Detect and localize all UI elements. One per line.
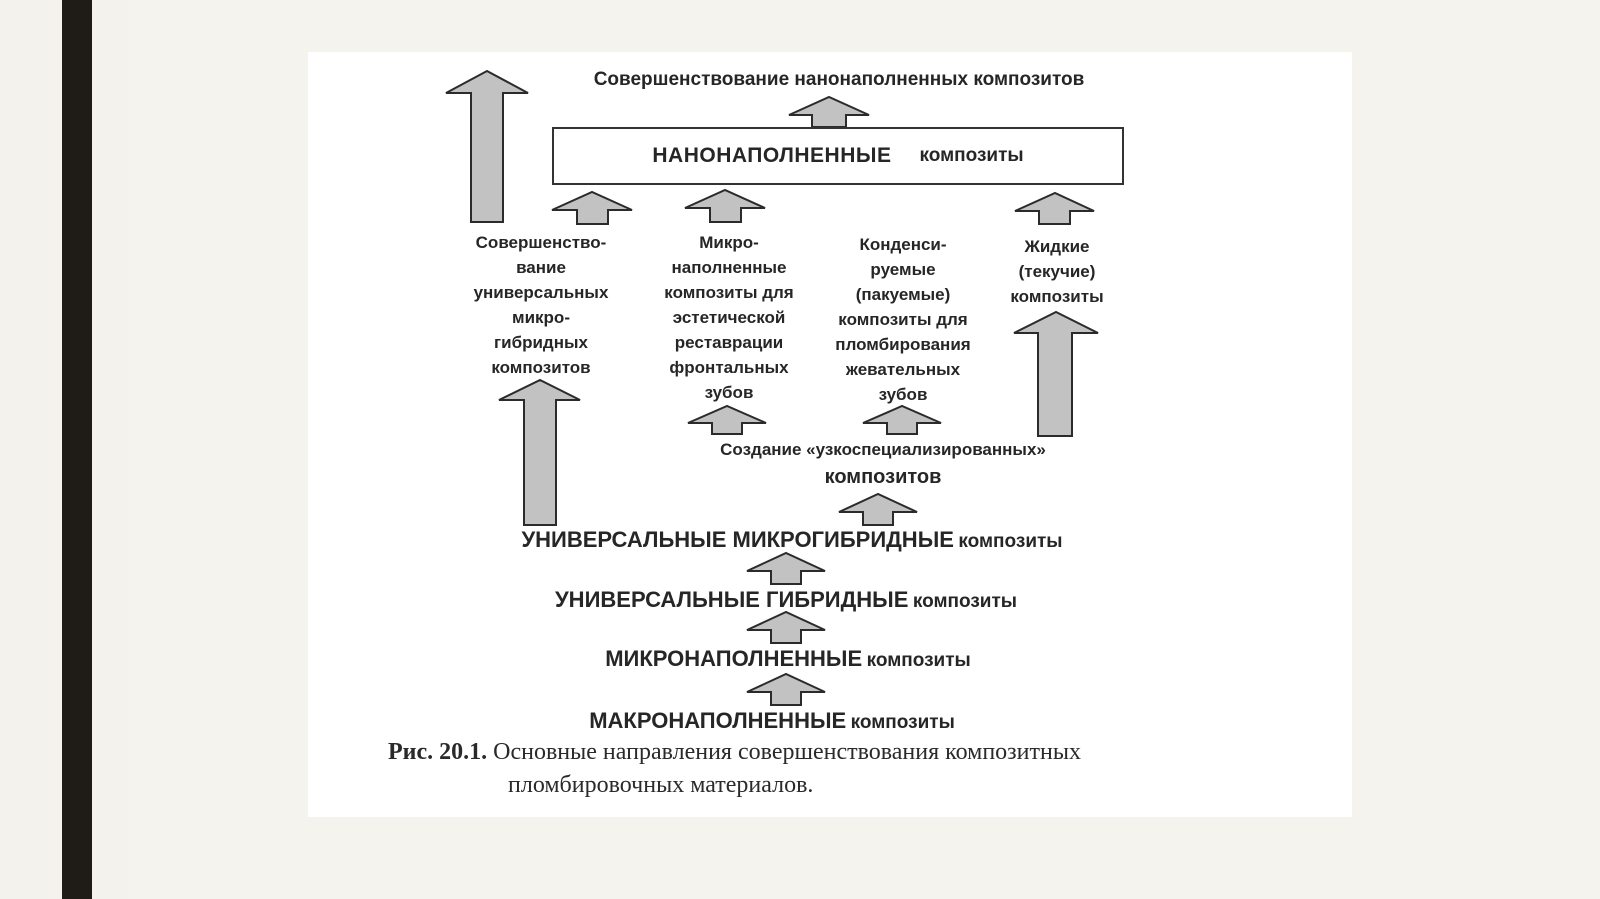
- level-macrofilled: МАКРОНАПОЛНЕННЫЕ композиты: [589, 708, 955, 733]
- arrow-up-icon: [747, 553, 825, 584]
- nano-box-bold: НАНОНАПОЛНЕННЫЕ: [652, 144, 892, 167]
- arrow-up-icon: [789, 97, 869, 127]
- arrow-up-icon: [552, 192, 632, 224]
- arrow-up-icon: [499, 380, 580, 525]
- arrow-up-icon: [1014, 312, 1098, 436]
- nano-box-normal: композиты: [919, 145, 1024, 166]
- arrow-up-icon: [688, 406, 766, 434]
- arrow-up-icon: [446, 71, 528, 222]
- nano-composites-box: [552, 127, 1124, 185]
- branch-liquid-flowable: Жидкие (текучие) композиты: [1010, 237, 1104, 306]
- branch-condensable: Конденси- руемые (пакуемые) композиты для пломбирования жевательных зубов: [835, 235, 971, 404]
- caption-line2: пломбировочных материалов.: [508, 772, 814, 798]
- specialized-composites-label: Создание «узкоспециализированных» композитов: [720, 440, 1046, 488]
- arrow-up-icon: [747, 612, 825, 643]
- arrow-up-icon: [747, 674, 825, 705]
- top-improvement-label: Совершенствование нанонаполненных композитов: [593, 69, 1085, 90]
- level-universal-microhybrid: УНИВЕРСАЛЬНЫЕ МИКРОГИБРИДНЫЕ композиты: [521, 527, 1063, 552]
- caption-line1: Основные направления совершенствования композитных: [493, 739, 1081, 765]
- level-universal-hybrid: УНИВЕРСАЛЬНЫЕ ГИБРИДНЫЕ композиты: [554, 587, 1018, 612]
- branch-microfilled-aesthetic: Микро- наполненные композиты для эстетической реставрации фронтальных зубов: [664, 233, 794, 402]
- figure-caption: [388, 736, 1188, 802]
- branch-microhybrid-improvement: Совершенство- вание универсальных микро- гибридных композитов: [473, 233, 609, 377]
- arrow-up-icon: [685, 190, 765, 222]
- arrow-up-icon: [863, 406, 941, 434]
- level-microfilled: МИКРОНАПОЛНЕННЫЕ композиты: [605, 646, 971, 671]
- arrow-up-icon: [839, 494, 917, 525]
- caption-number: Рис. 20.1.: [388, 739, 488, 765]
- arrow-up-icon: [1015, 193, 1094, 224]
